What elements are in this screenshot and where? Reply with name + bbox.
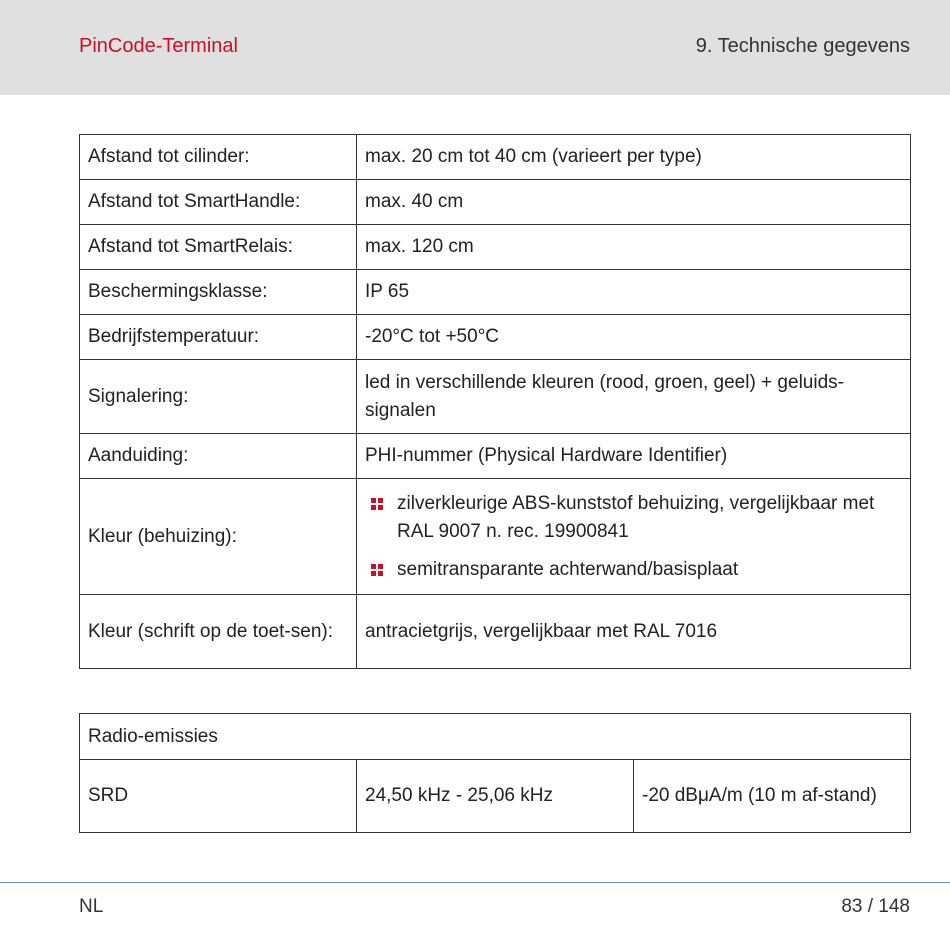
table-row (80, 479, 911, 595)
chapter-title: 9. Technische gegevens (695, 35, 910, 57)
table-row (80, 595, 911, 669)
spec-value: max. 120 cm (357, 225, 911, 270)
table-header-row (80, 714, 911, 760)
footer-divider (0, 882, 950, 883)
spec-key: Signalering: (80, 360, 357, 434)
document-title: PinCode-Terminal (79, 35, 238, 57)
spec-key: Afstand tot SmartRelais: (80, 225, 357, 270)
technical-specs-table (79, 134, 911, 669)
table-row (80, 760, 911, 833)
spec-value: -20°C tot +50°C (357, 315, 911, 360)
spec-value-list (357, 479, 911, 595)
spec-key: Kleur (behuizing): (80, 479, 357, 595)
spec-key: Aanduiding: (80, 434, 357, 479)
spec-key: Afstand tot cilinder: (80, 135, 357, 180)
spec-key: Bedrijfstemperatuur: (80, 315, 357, 360)
table-row (80, 225, 911, 270)
table-row (80, 315, 911, 360)
spec-value: IP 65 (357, 270, 911, 315)
spec-key: Beschermingsklasse: (80, 270, 357, 315)
spec-key: Kleur (schrift op de toet-sen): (80, 595, 357, 669)
radio-emissions-table (79, 713, 911, 833)
spec-value: max. 20 cm tot 40 cm (varieert per type) (357, 135, 911, 180)
radio-emission: -20 dBμA/m (10 m af-stand) (634, 760, 911, 833)
list-item-text: zilverkleurige ABS-kunststof behuizing, vergelijkbaar met RAL 9007 n. rec. 19900841 (397, 492, 875, 542)
page-header (0, 0, 950, 95)
table-row (80, 360, 911, 434)
spec-value: PHI-nummer (Physical Hardware Identifier) (357, 434, 911, 479)
spec-key: Afstand tot SmartHandle: (80, 180, 357, 225)
radio-type: SRD (80, 760, 357, 833)
list-item (365, 556, 902, 584)
page-number: 83 / 148 (841, 896, 910, 917)
spec-value: antracietgrijs, vergelijkbaar met RAL 7016 (357, 595, 911, 669)
footer-language: NL (79, 896, 104, 917)
table-row (80, 270, 911, 315)
table-row (80, 180, 911, 225)
table-row (80, 135, 911, 180)
spec-value: led in verschillende kleuren (rood, groen, geel) + geluids-signalen (357, 360, 911, 434)
spec-value: max. 40 cm (357, 180, 911, 225)
square-bullet-icon (371, 498, 383, 510)
list-item-text: semitransparante achterwand/basisplaat (397, 558, 739, 580)
list-item (365, 490, 902, 546)
square-bullet-icon (371, 564, 383, 576)
radio-table-title: Radio-emissies (80, 714, 911, 760)
table-row (80, 434, 911, 479)
bullet-list (365, 482, 902, 592)
radio-frequency: 24,50 kHz - 25,06 kHz (357, 760, 634, 833)
